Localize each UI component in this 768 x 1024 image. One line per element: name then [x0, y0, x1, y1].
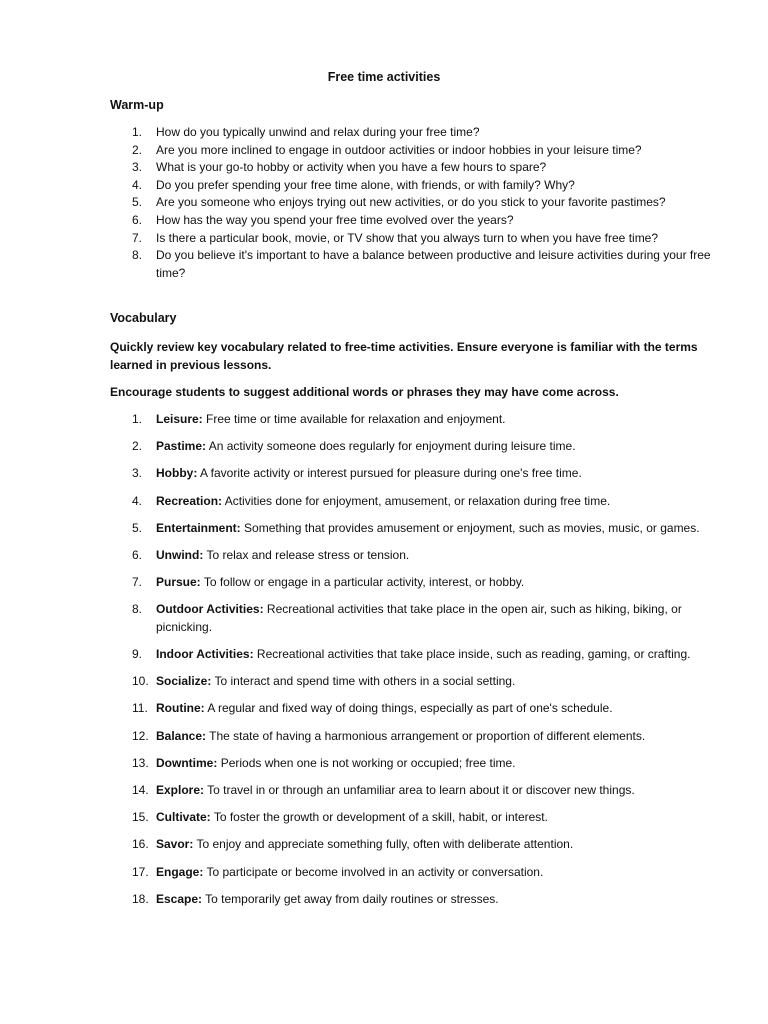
vocabulary-term: Explore:	[156, 783, 205, 798]
item-number: 10.	[132, 674, 149, 689]
item-number: 2.	[132, 439, 143, 454]
vocabulary-encourage: Encourage students to suggest additional words or phrases they may have come across.	[110, 385, 619, 399]
warmup-list	[132, 124, 722, 282]
item-number: 15.	[132, 810, 149, 825]
vocabulary-term: Balance:	[156, 728, 207, 743]
item-number: 14.	[132, 783, 149, 798]
question-text: How has the way you spend your free time evolved over the years?	[156, 212, 514, 227]
question-text: Do you believe it's important to have a balance between productive and leisure activities during your free time?	[156, 248, 711, 280]
vocabulary-term: Hobby:	[156, 466, 198, 481]
warmup-question	[132, 230, 722, 248]
vocabulary-item	[132, 574, 722, 591]
vocabulary-heading: Vocabulary	[110, 311, 177, 325]
vocabulary-definition: To participate or become involved in an activity or conversation.	[206, 864, 544, 879]
item-number: 13.	[132, 755, 149, 770]
vocabulary-item	[132, 411, 722, 428]
vocabulary-item	[132, 646, 722, 663]
item-number: 18.	[132, 891, 149, 906]
vocabulary-definition: A regular and fixed way of doing things, especially as part of one's schedule.	[207, 701, 613, 716]
question-text: Are you more inclined to engage in outdoor activities or indoor hobbies in your leisure time?	[156, 142, 642, 157]
vocabulary-definition: A favorite activity or interest pursued for pleasure during one's free time.	[200, 466, 582, 481]
vocabulary-definition: Free time or time available for relaxation and enjoyment.	[206, 412, 506, 426]
page-title: Free time activities	[327, 70, 441, 84]
vocabulary-list	[132, 411, 722, 918]
vocabulary-term: Unwind:	[156, 548, 204, 563]
warmup-question	[132, 159, 722, 177]
vocabulary-item	[132, 493, 722, 510]
vocabulary-term: Leisure:	[156, 412, 203, 426]
warmup-heading: Warm-up	[110, 98, 164, 112]
vocabulary-definition: To travel in or through an unfamiliar area to learn about it or discover new things.	[207, 783, 635, 798]
vocabulary-item	[132, 891, 722, 908]
vocabulary-definition: An activity someone does regularly for enjoyment during leisure time.	[208, 439, 576, 454]
warmup-question	[132, 124, 722, 142]
vocabulary-definition: To enjoy and appreciate something fully, often with deliberate attention.	[196, 837, 574, 852]
item-number: 5.	[132, 195, 143, 210]
vocabulary-item	[132, 673, 722, 690]
question-text: Do you prefer spending your free time alone, with friends, or with family? Why?	[156, 177, 575, 192]
item-number: 3.	[132, 466, 143, 481]
vocabulary-definition: To interact and spend time with others in a social setting.	[214, 674, 516, 689]
vocabulary-definition: To follow or engage in a particular activity, interest, or hobby.	[203, 575, 525, 590]
item-number: 2.	[132, 142, 143, 157]
warmup-question	[132, 194, 722, 212]
warmup-question	[132, 212, 722, 230]
vocabulary-term: Pursue:	[156, 575, 201, 590]
vocabulary-item	[132, 465, 722, 482]
vocabulary-term: Pastime:	[156, 439, 207, 454]
question-text: What is your go-to hobby or activity when you have a few hours to spare?	[156, 160, 547, 175]
vocabulary-item	[132, 864, 722, 881]
vocabulary-term: Entertainment:	[156, 520, 241, 535]
item-number: 6.	[132, 212, 143, 227]
vocabulary-item	[132, 782, 722, 799]
vocabulary-term: Savor:	[156, 837, 194, 852]
question-text: Are you someone who enjoys trying out new activities, or do you stick to your favorite pastimes?	[156, 195, 666, 210]
warmup-question	[132, 247, 722, 282]
vocabulary-definition: To foster the growth or development of a skill, habit, or interest.	[213, 810, 548, 825]
item-number: 4.	[132, 177, 143, 192]
vocabulary-term: Downtime:	[156, 755, 218, 770]
item-number: 9.	[132, 647, 143, 662]
question-text: Is there a particular book, movie, or TV show that you always turn to when you have free time?	[156, 230, 659, 245]
vocabulary-term: Routine:	[156, 701, 205, 716]
item-number: 8.	[132, 248, 143, 263]
vocabulary-definition: Recreational activities that take place in the open air, such as hiking, biking, or picnicking.	[156, 602, 682, 634]
vocabulary-item	[132, 601, 722, 636]
item-number: 6.	[132, 548, 143, 563]
vocabulary-term: Socialize:	[156, 674, 212, 689]
vocabulary-item	[132, 438, 722, 455]
vocabulary-definition: Recreational activities that take place inside, such as reading, gaming, or crafting.	[256, 647, 691, 662]
item-number: 12.	[132, 728, 149, 743]
vocabulary-item	[132, 755, 722, 772]
vocabulary-term: Indoor Activities:	[156, 647, 254, 662]
vocabulary-term: Engage:	[156, 864, 204, 879]
item-number: 7.	[132, 575, 143, 590]
vocabulary-item	[132, 809, 722, 826]
vocabulary-term: Recreation:	[156, 493, 223, 508]
item-number: 17.	[132, 864, 149, 879]
vocabulary-definition: To temporarily get away from daily routines or stresses.	[205, 891, 499, 906]
item-number: 11.	[132, 701, 148, 716]
vocabulary-definition: To relax and release stress or tension.	[206, 548, 410, 563]
vocabulary-term: Escape:	[156, 891, 203, 906]
item-number: 1.	[132, 412, 143, 426]
item-number: 7.	[132, 230, 143, 245]
vocabulary-definition: Activities done for enjoyment, amusement, or relaxation during free time.	[224, 493, 611, 508]
item-number: 5.	[132, 520, 143, 535]
vocabulary-item	[132, 520, 722, 537]
vocabulary-definition: The state of having a harmonious arrangement or proportion of different elements.	[209, 728, 646, 743]
item-number: 1.	[132, 125, 143, 139]
vocabulary-item	[132, 547, 722, 564]
item-number: 16.	[132, 837, 149, 852]
vocabulary-term: Cultivate:	[156, 810, 211, 825]
item-number: 8.	[132, 602, 143, 617]
warmup-question	[132, 177, 722, 195]
vocabulary-item	[132, 700, 722, 717]
vocabulary-definition: Something that provides amusement or enjoyment, such as movies, music, or games.	[244, 520, 700, 535]
vocabulary-definition: Periods when one is not working or occupied; free time.	[220, 755, 516, 770]
warmup-question	[132, 142, 722, 160]
question-text: How do you typically unwind and relax during your free time?	[156, 125, 480, 139]
item-number: 3.	[132, 160, 143, 175]
vocabulary-item	[132, 728, 722, 745]
item-number: 4.	[132, 493, 143, 508]
vocabulary-intro: Quickly review key vocabulary related to free-time activities. Ensure everyone is familiar with the terms learned in previous lessons.	[110, 340, 698, 372]
vocabulary-item	[132, 836, 722, 853]
vocabulary-term: Outdoor Activities:	[156, 602, 264, 617]
